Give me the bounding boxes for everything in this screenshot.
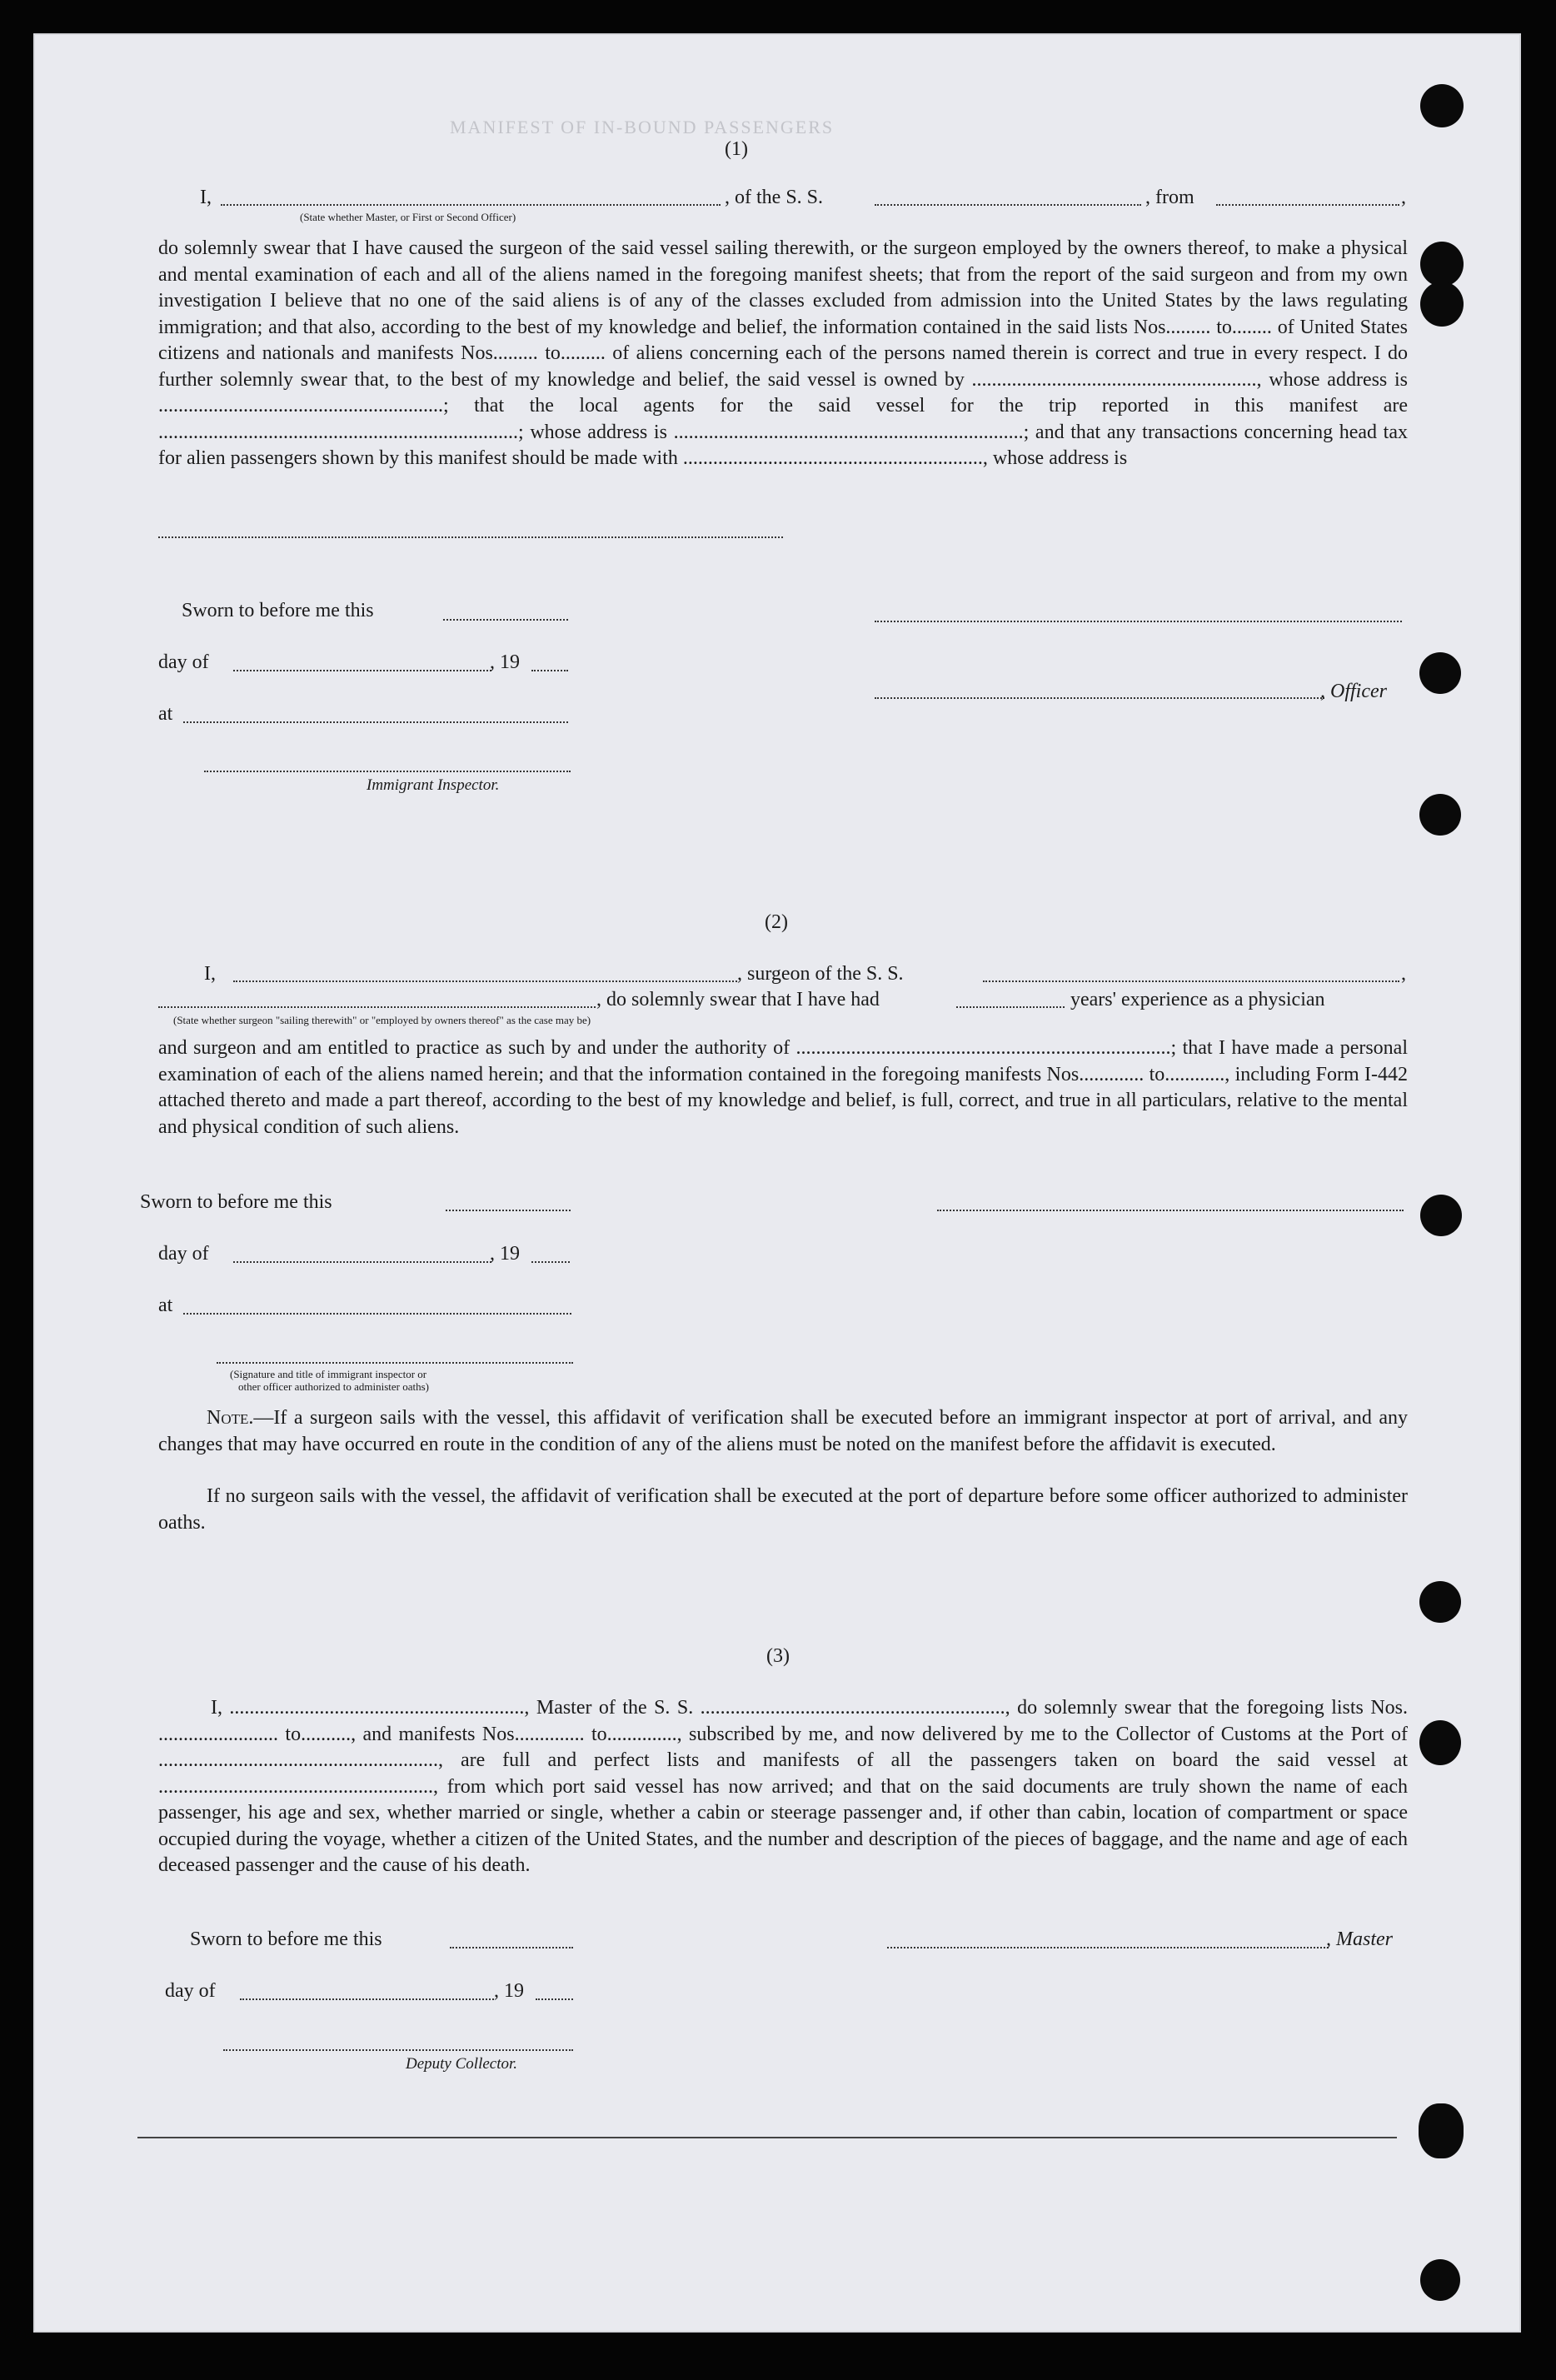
s3-master-signature-blank bbox=[887, 1947, 1329, 1948]
s1-line-end: , bbox=[1401, 187, 1406, 208]
s2-inspector-signature-blank bbox=[217, 1362, 573, 1364]
s2-signature-note-1: (Signature and title of immigrant inspector or bbox=[230, 1368, 427, 1380]
s1-address-blank bbox=[158, 536, 783, 538]
binder-hole-3 bbox=[1420, 282, 1464, 327]
binder-hole-4 bbox=[1419, 652, 1461, 694]
s3-sworn-date-blank bbox=[450, 1947, 573, 1948]
s2-oath-body: and surgeon and am entitled to practice as such by and under the authority of ...........................................................................; that I have made a personal examination of each of the aliens named herein; and that the information contained in the foregoing manifests Nos............. to............, including Form I-442 attached thereto and made a part thereof, according to the best of my knowledge and belief, is full, correct, and true in all particulars, relative to the mental and physical condition of such aliens. bbox=[158, 1037, 1408, 1138]
s2-status-blank bbox=[158, 1006, 596, 1008]
s1-at-label: at bbox=[158, 703, 173, 725]
s3-oath-body: I, ..........................................................., Master of the S. S. ............................................................., do solemnly swear that the foregoing lists Nos. ........................ to.........., and manifests Nos.............. to.............., subscribed by me, and now delivered by me to the Collector of Customs at the Port of ........................................................, are full and perfect lists and manifests of all the passengers taken on board the said vessel at ......................................................., from which port said vessel has now arrived; and that on the said documents are truly shown the name of each passenger, his age and sex, whether married or single, whether a cabin or steerage passenger and, if other than cabin, location of compartment or space occupied during the voyage, whether a citizen of the United States, and the number and description of the pieces of baggage, and the name and age of each deceased passenger and the cause of his death. bbox=[158, 1697, 1408, 1876]
s2-swear-label: , do solemnly swear that I have had bbox=[596, 989, 880, 1010]
s2-day-of-blank bbox=[233, 1261, 491, 1263]
s1-officer-line-blank bbox=[875, 697, 1324, 699]
s1-master-note: (State whether Master, or First or Second Officer) bbox=[300, 211, 516, 223]
s1-at-blank bbox=[183, 721, 568, 723]
s1-oath-body: do solemnly swear that I have caused the surgeon of the said vessel sailing therewith, or the surgeon employed by the owners thereof, to make a physical and mental examination of each and all of the aliens named in the foregoing manifest sheets; that from the report of the said surgeon and from my own investigation I believe that no one of the said aliens is of any of the classes excluded from admission into the United States by the laws regulating immigration; and that also, according to the best of my knowledge and belief, the information contained in the said lists Nos......... to........ of United States citizens and nationals and manifests Nos......... to......... of aliens concerning each of the persons named therein is correct and true in every respect. I do further solemnly swear that, to the best of my knowledge and belief, the said vessel is owned by ........................................................., whose address is .........................................................; that the local agents for the said vessel for the trip reported in this manifest are ........................................................................; whose address is ......................................................................; and that any transactions concerning head tax for alien passengers shown by this manifest should be made with ............................................................, whose address is bbox=[158, 237, 1408, 469]
section-3-number: (3) bbox=[766, 1645, 790, 1667]
binder-hole-8 bbox=[1419, 1720, 1461, 1765]
s3-year-blank bbox=[536, 1998, 573, 2000]
s3-master-label: , Master bbox=[1326, 1928, 1393, 1950]
s2-at-label: at bbox=[158, 1295, 173, 1316]
s1-day-of-blank bbox=[233, 670, 491, 671]
s3-year-label: , 19 bbox=[494, 1980, 524, 2002]
s1-inspector-signature-blank bbox=[204, 771, 571, 772]
s1-sworn-date-blank bbox=[443, 619, 568, 621]
s2-sworn-date-blank bbox=[446, 1210, 571, 1211]
s2-note-2: If no surgeon sails with the vessel, the affidavit of verification shall be executed at the port of departure before some officer authorized to administer oaths. bbox=[158, 1485, 1408, 1534]
s2-surgeon-note: (State whether surgeon "sailing therewith" or "employed by owners thereof" as the case may be) bbox=[173, 1014, 591, 1026]
form-page bbox=[33, 33, 1521, 2333]
section-1-number: (1) bbox=[725, 138, 748, 160]
s2-years-label: years' experience as a physician bbox=[1070, 989, 1325, 1010]
s1-officer-label: , Officer bbox=[1320, 681, 1387, 702]
s2-year-blank bbox=[531, 1261, 570, 1263]
binder-hole-5 bbox=[1419, 794, 1461, 836]
s2-line-end: , bbox=[1401, 963, 1406, 985]
s1-from-port-blank bbox=[1216, 204, 1399, 206]
s1-sworn-label: Sworn to before me this bbox=[182, 600, 374, 621]
bleed-through-header: MANIFEST OF IN-BOUND PASSENGERS bbox=[450, 117, 835, 137]
s2-day-of-label: day of bbox=[158, 1243, 209, 1265]
binder-hole-1 bbox=[1420, 84, 1464, 127]
binder-hole-9 bbox=[1419, 2103, 1464, 2158]
bottom-rule bbox=[137, 2137, 1397, 2138]
s1-ship-name-blank bbox=[875, 204, 1141, 206]
binder-hole-2 bbox=[1420, 242, 1464, 287]
s2-ship-name-blank bbox=[983, 980, 1399, 982]
s2-note-label: Note. bbox=[207, 1407, 254, 1429]
s2-note bbox=[158, 1405, 1408, 1458]
s1-inspector-caption: Immigrant Inspector. bbox=[367, 776, 500, 794]
s1-from-label: , from bbox=[1145, 187, 1194, 208]
s2-sworn-label: Sworn to before me this bbox=[140, 1191, 332, 1213]
s2-surgeon-name-blank bbox=[233, 980, 737, 982]
s2-years-blank bbox=[956, 1006, 1065, 1008]
s2-at-blank bbox=[183, 1313, 571, 1315]
s1-of-ss-label: , of the S. S. bbox=[725, 187, 824, 208]
s1-day-of-label: day of bbox=[158, 651, 209, 673]
s2-note-text: —If a surgeon sails with the vessel, this affidavit of verification shall be executed before an immigrant inspector at port of arrival, and any changes that may have occurred en route in the condition of any of the aliens must be noted on the manifest before the affidavit is executed. bbox=[158, 1407, 1408, 1455]
s2-signature-blank bbox=[937, 1210, 1404, 1211]
s3-sworn-label: Sworn to before me this bbox=[190, 1928, 382, 1950]
s2-year-label: , 19 bbox=[490, 1243, 520, 1265]
s1-i-label: I, bbox=[200, 187, 212, 208]
s2-i-label: I, bbox=[204, 963, 216, 985]
binder-hole-6 bbox=[1420, 1195, 1462, 1236]
s3-day-of-label: day of bbox=[165, 1980, 216, 2002]
s2-surgeon-label: , surgeon of the S. S. bbox=[737, 963, 904, 985]
s1-year-blank bbox=[531, 670, 568, 671]
s1-officer-signature-blank bbox=[875, 621, 1402, 622]
s3-collector-caption: Deputy Collector. bbox=[406, 2055, 518, 2073]
binder-hole-10 bbox=[1420, 2259, 1460, 2301]
s2-signature-note-2: other officer authorized to administer oaths) bbox=[238, 1380, 429, 1393]
s1-year-label: , 19 bbox=[490, 651, 520, 673]
s1-officer-name-blank bbox=[221, 204, 721, 206]
section-2-number: (2) bbox=[765, 911, 788, 933]
s3-day-of-blank bbox=[240, 1998, 494, 2000]
s3-collector-signature-blank bbox=[223, 2049, 573, 2051]
binder-hole-7 bbox=[1419, 1581, 1461, 1623]
